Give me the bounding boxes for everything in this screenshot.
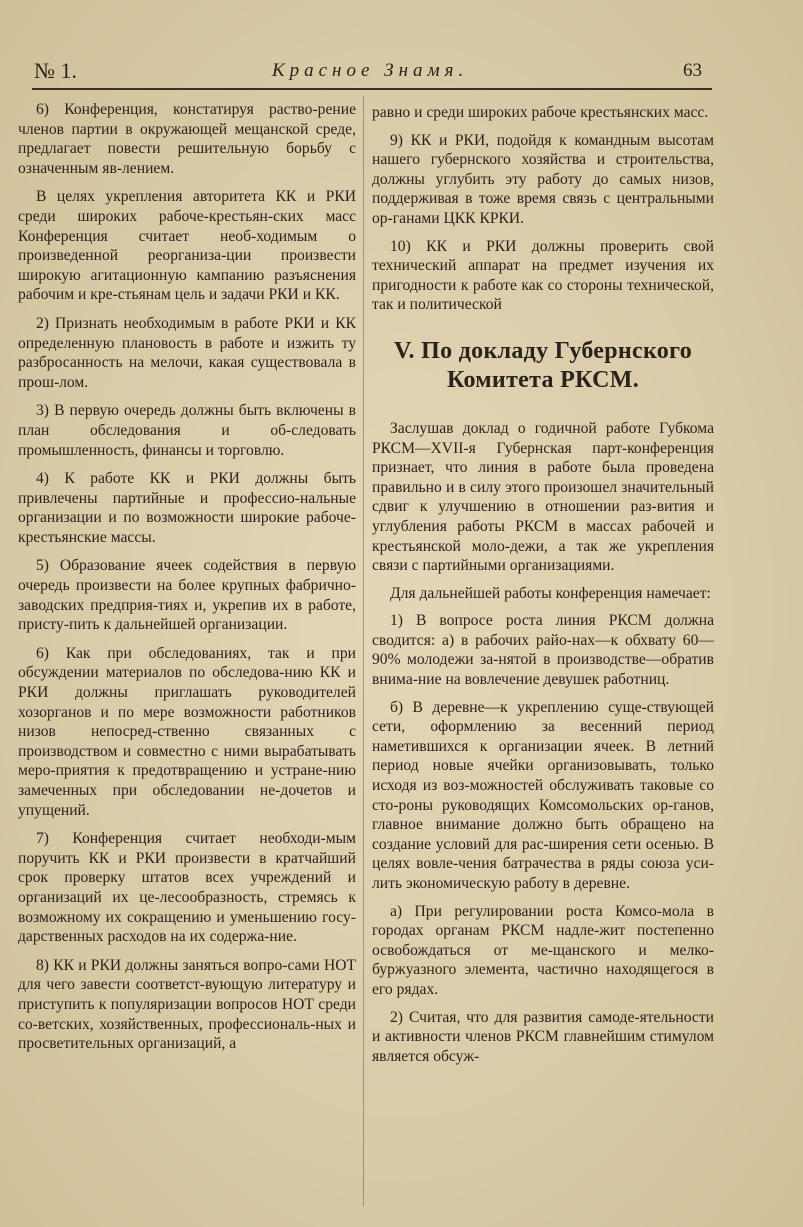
paragraph: 1) В вопросе роста линия РКСМ должна сводится: а) в рабочих райо-нах—к обхвату 60—90% молодежи за-нятой в производстве—обратив внима-ние на вовлечение девушек работниц. [372,612,714,689]
paragraph: 7) Конференция считает необходи-мым поручить КК и РКИ произвести в кратчайший срок проверку штатов всех учреждений и организаций их це-лесообразность, стремясь к возможному их сокращению и уменьшению госу-дарственных расходов на их содержа-ние. [18,830,356,946]
column-divider [363,96,364,1206]
paragraph: б) В деревне—к укреплению суще-ствующей сети, оформлению за весенний период наметившихся к организации ячеек. В летний период новые ячейки организовывать, только исходя из воз-можностей обслуживать таковые со сто-роны руководящих Комсомольских ор-ганов, главное внимание должно быть обращено на создание условий для рас-ширения сети осенью. В целях вовле-чения батрачества в ряды союза уси-лить экономическую работу в деревне. [372,698,714,892]
section-heading-line: Комитета РКСМ. [446,366,640,393]
right-column [372,103,714,1074]
newspaper-title: Красное Знамя. [272,60,469,81]
page-header [32,58,712,90]
paragraph: а) При регулировании роста Комсо-мола в городах органам РКСМ надле-жит постепенно освобождаться от ме-щанского и мелко-буржуазного элемента, частично находящегося в его рядах. [372,902,714,998]
paragraph: 9) КК и РКИ, подойдя к командным высотам нашего губернского хозяйства и строительства, должны углубить эту работу до самых низов, поддерживая в тоже время связь с центральными ор-ганами ЦКК КРКИ. [372,131,714,227]
paragraph: 6) Как при обследованиях, так и при обсуждении материалов по обследова-нию КК и РКИ должны приглашать руководителей хозорганов и по мере возможности работников низов непосред-ственно связанных с производством и совместно с ними вырабатывать меро-приятия к предотвращению и устране-нию замеченных при обследовании не-дочетов и упущений. [18,644,356,819]
paragraph: 2) Признать необходимым в работе РКИ и КК определенную плановость в работе и изжить ту разбросанность на мелочи, какая существовала в прош-лом. [18,314,356,391]
paragraph: 5) Образование ячеек содействия в первую очередь произвести на более крупных фабрично-заводских предприя-тиях и, укрепив их в работе, присту-пить к дальнейшей организации. [18,557,356,634]
paragraph: Заслушав доклад о годичной работе Губкома РКСМ—XVII-я Губернская парт-конференция признает, что линия в работе была проведена правильно и в силу этого произошел значительный сдвиг к улучшению в отношении раз-вития и углубления работы РКСМ в массах рабочей и крестьянской моло-дежи, а так же укрепления связи с партийными организациями. [372,419,714,575]
paragraph: 6) Конференция, констатируя раство-рение членов партии в окружающей мещанской среде, предлагает повести решительную борьбу с означенным яв-лением. [18,101,356,177]
section-heading-line: V. По докладу Губернского [394,337,692,364]
left-column [18,100,356,1063]
paragraph: 2) Считая, что для развития самоде-ятельности и активности членов РКСМ главнейшим стимулом является обсуж- [372,1008,714,1065]
paragraph: 10) КК и РКИ должны проверить свой технический аппарат на предмет изучения их пригодности к работе как со стороны технической, так и политической [372,237,714,314]
continuation-paragraph: равно и среди широких рабоче крестьянских масс. [372,104,709,121]
paragraph: Для дальнейшей работы конференция намечает: [390,584,711,602]
paragraph: 8) КК и РКИ должны заняться вопро-сами НОТ для чего завести соответст-вующую литературу и приступить к популяризации вопросов НОТ среди со-ветских, хозяйственных, профессиональ-ных и просветительных организаций, а [18,956,356,1053]
issue-number: № 1. [34,58,77,83]
paragraph: 3) В первую очередь должны быть включены в план обследования и об-следовать промышленность, финансы и торговлю. [18,402,356,459]
page-number: 63 [683,60,702,81]
section-heading [372,337,714,395]
paragraph: В целях укрепления авторитета КК и РКИ среди широких рабоче-крестьян-ских масс Конференция считает необ-ходимым о произведенной реорганиза-ции произвести широкую агитационную кампанию разъяснения рабочим и кре-стьянам цель и задачи РКИ и КК. [18,188,356,304]
paragraph: 4) К работе КК и РКИ должны быть привлечены партийные и профессио-нальные организации и по возможности широкие рабоче-крестьянские массы. [18,470,356,546]
